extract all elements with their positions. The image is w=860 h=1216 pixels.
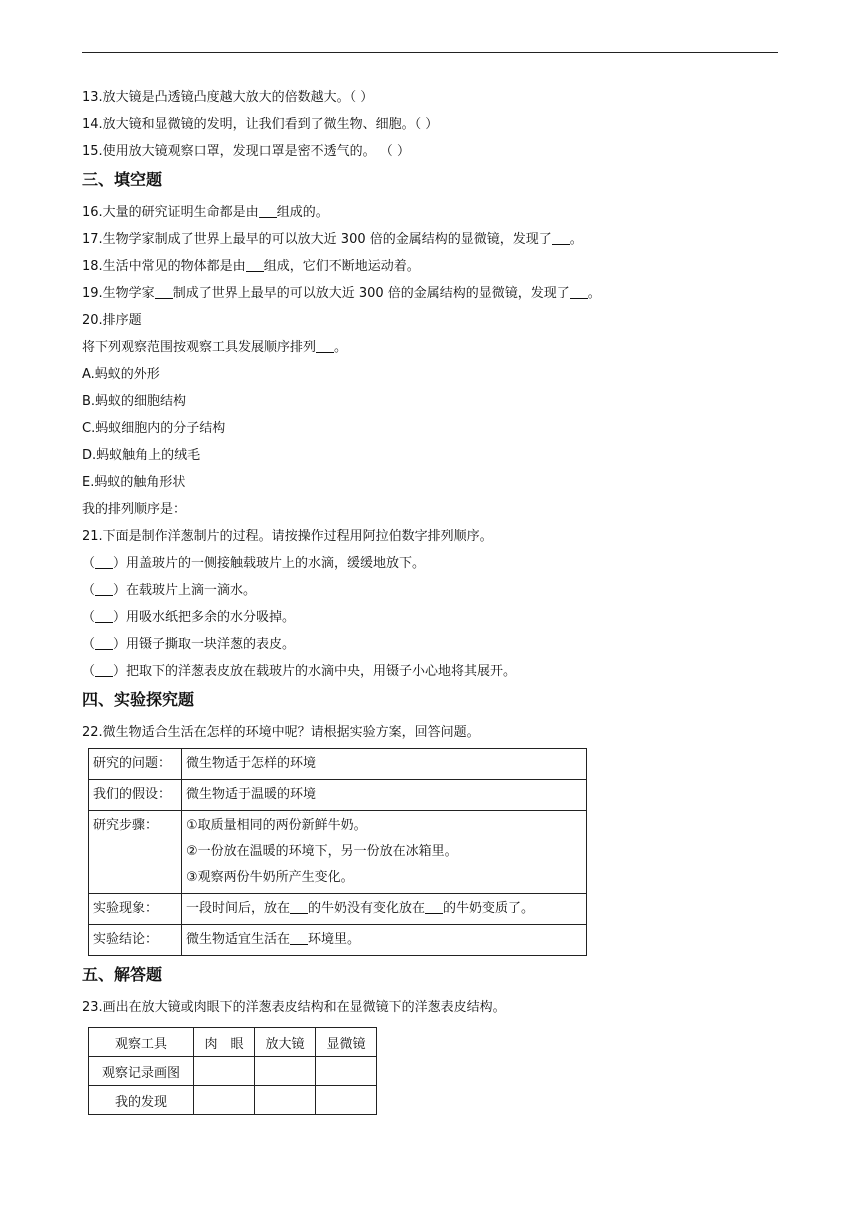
option-c: C.蚂蚁细胞内的分子结构 (82, 421, 226, 436)
header-cell: 观察工具 (89, 1028, 194, 1057)
table-row (89, 1057, 377, 1086)
table-row (89, 1028, 377, 1057)
answer-blank[interactable] (316, 338, 334, 353)
drawing-cell[interactable] (255, 1057, 316, 1086)
question-value: 微生物适于怎样的环境 (182, 749, 587, 780)
answer-blank[interactable] (552, 230, 570, 245)
worksheet-body (82, 84, 782, 1115)
answer-blank[interactable] (95, 608, 113, 623)
question-15: 15.使用放大镜观察口罩，发现口罩是密不透气的。 （ ） (82, 144, 410, 159)
drawing-cell[interactable] (194, 1057, 255, 1086)
answer-blank[interactable] (95, 635, 113, 650)
question-20-title: 20.排序题 (82, 313, 142, 328)
finding-cell[interactable] (255, 1086, 316, 1115)
step-item: （ ）把取下的洋葱表皮放在载玻片的水滴中央，用镊子小心地将其展开。 (82, 664, 517, 679)
finding-cell[interactable] (316, 1086, 377, 1115)
answer-blank[interactable] (425, 899, 443, 914)
conclusion-value: 微生物适宜生活在 环境里。 (182, 925, 587, 956)
section-heading-experiment: 四、实验探究题 (82, 690, 195, 709)
steps-label: 研究步骤： (89, 811, 182, 894)
step-item: （ ）在载玻片上滴一滴水。 (82, 583, 257, 598)
finding-cell[interactable] (194, 1086, 255, 1115)
table-row (89, 780, 587, 811)
table-row (89, 894, 587, 925)
header-cell: 放大镜 (255, 1028, 316, 1057)
step-item: （ ）用盖玻片的一侧接触载玻片上的水滴，缓缓地放下。 (82, 556, 426, 571)
answer-blank[interactable] (259, 203, 277, 218)
answer-blank[interactable] (246, 257, 264, 272)
steps-value (182, 811, 587, 894)
section-heading-answer: 五、解答题 (82, 965, 163, 984)
question-label: 研究的问题： (89, 749, 182, 780)
question-22: 22.微生物适合生活在怎样的环境中呢？请根据实验方案，回答问题。 (82, 725, 480, 740)
question-16: 16.大量的研究证明生命都是由 组成的。 (82, 205, 329, 220)
answer-blank[interactable] (95, 662, 113, 677)
section-heading-fill: 三、填空题 (82, 170, 163, 189)
question-13: 13.放大镜是凸透镜凸度越大放大的倍数越大。（ ） (82, 90, 374, 105)
hypothesis-label: 我们的假设： (89, 780, 182, 811)
question-21-title: 21.下面是制作洋葱制片的过程。请按操作过程用阿拉伯数字排列顺序。 (82, 529, 493, 544)
question-23: 23.画出在放大镜或肉眼下的洋葱表皮结构和在显微镜下的洋葱表皮结构。 (82, 1000, 506, 1015)
option-d: D.蚂蚁触角上的绒毛 (82, 448, 201, 463)
question-20-answer: 我的排列顺序是： (82, 502, 187, 517)
row-label: 我的发现 (89, 1086, 194, 1115)
table-row (89, 925, 587, 956)
conclusion-label: 实验结论： (89, 925, 182, 956)
question-19: 19.生物学家 制成了世界上最早的可以放大近 300 倍的金属结构的显微镜，发现了 。 (82, 286, 601, 301)
question-20-intro: 将下列观察范围按观察工具发展顺序排列 。 (82, 340, 348, 355)
header-rule (82, 52, 778, 53)
header-cell: 肉 眼 (194, 1028, 255, 1057)
table-row (89, 1086, 377, 1115)
option-e: E.蚂蚁的触角形状 (82, 475, 186, 490)
phenomenon-label: 实验现象： (89, 894, 182, 925)
step-3: ③观察两份牛奶所产生变化。 (186, 870, 354, 885)
answer-blank[interactable] (290, 899, 308, 914)
hypothesis-value: 微生物适于温暖的环境 (182, 780, 587, 811)
step-1: ①取质量相同的两份新鲜牛奶。 (186, 818, 367, 833)
drawing-cell[interactable] (316, 1057, 377, 1086)
answer-blank[interactable] (570, 284, 588, 299)
row-label: 观察记录画图 (89, 1057, 194, 1086)
step-item: （ ）用镊子撕取一块洋葱的表皮。 (82, 637, 296, 652)
option-a: A.蚂蚁的外形 (82, 367, 160, 382)
experiment-table (88, 748, 587, 956)
header-cell: 显微镜 (316, 1028, 377, 1057)
answer-blank[interactable] (155, 284, 173, 299)
question-18: 18.生活中常见的物体都是由 组成，它们不断地运动着。 (82, 259, 420, 274)
question-17: 17.生物学家制成了世界上最早的可以放大近 300 倍的金属结构的显微镜，发现了 。 (82, 232, 583, 247)
record-table (88, 1027, 377, 1115)
step-item: （ ）用吸水纸把多余的水分吸掉。 (82, 610, 296, 625)
table-row (89, 811, 587, 894)
table-row (89, 749, 587, 780)
answer-blank[interactable] (290, 930, 308, 945)
question-14: 14.放大镜和显微镜的发明，让我们看到了微生物、细胞。（ ） (82, 117, 439, 132)
phenomenon-value: 一段时间后，放在 的牛奶没有变化放在 的牛奶变质了。 (182, 894, 587, 925)
step-2: ②一份放在温暖的环境下，另一份放在冰箱里。 (186, 844, 458, 859)
answer-blank[interactable] (95, 581, 113, 596)
answer-blank[interactable] (95, 554, 113, 569)
option-b: B.蚂蚁的细胞结构 (82, 394, 187, 409)
